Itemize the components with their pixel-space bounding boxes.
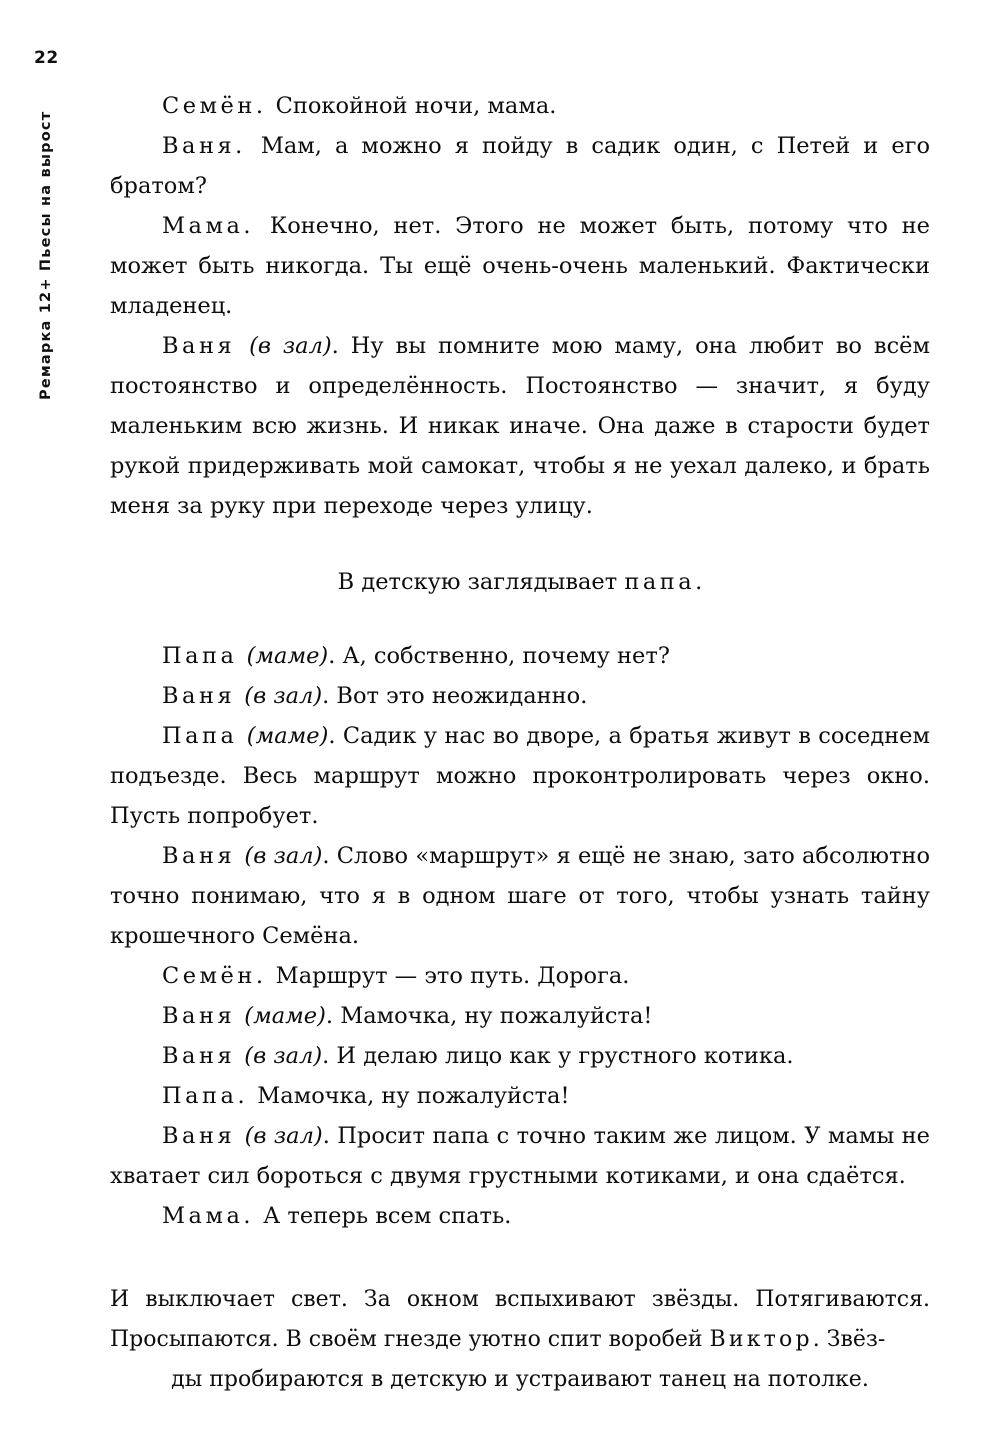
dialogue-line [110, 956, 930, 996]
stage-character-name: папа [624, 569, 696, 595]
dialogue-line [110, 676, 930, 716]
stage-direction-inline: (в зал) [244, 683, 323, 709]
speaker-name: Папа [162, 723, 238, 749]
speaker-name: Мама. [162, 213, 255, 239]
speaker-name: Ваня [162, 333, 236, 359]
line-text: . А, собственно, почему нет? [328, 643, 670, 669]
dialogue-line [110, 86, 930, 126]
dialogue-line [110, 996, 930, 1036]
line-text: Мамочка, ну пожалуйста! [250, 1083, 570, 1109]
line-text: . Ну вы помните мою маму, она любит во всём постоянство и определённость. Постоянство — значит, я буду маленьким всю жизнь. И никак иначе. Она даже в старости будет рукой придерживать мой самокат, чтобы я не уехал далеко, и брать меня за руку при переходе через улицу. [110, 333, 930, 519]
stage-text-before: В детскую заглядывает [337, 569, 625, 595]
closing-stage-direction [110, 1280, 930, 1400]
closing-text-before: И выключает свет. За окном вспыхивают звёзды. Потягиваются. Просыпаются. В своём гнезде уютно спит воробей [110, 1287, 930, 1352]
dialogue-line [110, 836, 930, 956]
stage-direction-inline: (маме) [246, 643, 329, 669]
dialogue-line [110, 126, 930, 206]
dialogue-line [110, 326, 930, 526]
line-text: . Вот это неожиданно. [322, 683, 588, 709]
dialogue-line [110, 1076, 930, 1116]
speaker-name: Папа [162, 643, 238, 669]
stage-direction-inline: (маме) [244, 1003, 326, 1029]
line-text: А теперь всем спать. [256, 1203, 512, 1229]
speaker-name: Ваня [162, 1003, 236, 1029]
running-head [22, 100, 52, 420]
speaker-name: Семён. [162, 93, 267, 119]
closing-paragraph-last: ды пробираются в детскую и устраивают танец на потолке. [171, 1367, 869, 1392]
speaker-name: Ваня [162, 683, 236, 709]
line-text: . Просит папа с точно таким же лицом. У мамы не хватает сил бороться с двумя грустными котиками, и она сдаётся. [110, 1123, 930, 1189]
stage-direction-inline: (в зал) [249, 333, 332, 359]
line-text: Конечно, нет. Этого не может быть, потому что не может быть никогда. Ты ещё очень-очень маленький. Фактически младенец. [110, 213, 930, 319]
stage-direction-inline: (в зал) [244, 1043, 323, 1069]
speaker-name: Ваня. [162, 133, 246, 159]
line-text: . И делаю лицо как у грустного котика. [322, 1043, 794, 1069]
line-text: . Садик у нас во дворе, а братья живут в соседнем подъезде. Весь маршрут можно проконтролировать через окно. Пусть попробует. [110, 723, 930, 829]
speaker-name: Мама. [162, 1203, 255, 1229]
speaker-name: Папа. [162, 1083, 249, 1109]
stage-text-after: . [695, 569, 703, 595]
stage-direction-inline: (в зал) [244, 843, 323, 869]
dialogue-line [110, 636, 930, 676]
closing-character-name: Виктор [709, 1327, 813, 1352]
dialogue-line [110, 1116, 930, 1196]
page-number: 22 [34, 48, 59, 68]
speaker-name: Ваня [162, 1043, 236, 1069]
dialogue-line [110, 716, 930, 836]
speaker-name: Семён. [162, 963, 267, 989]
line-text: Мам, а можно я пойду в садик один, с Петей и его братом? [110, 133, 930, 199]
line-text: . Слово «маршрут» я ещё не знаю, зато абсолютно точно понимаю, что я в одном шаге от того, чтобы узнать тайну крошечного Семёна. [110, 843, 930, 949]
closing-text-tail: . Звёз- [812, 1327, 886, 1352]
line-text: Спокойной ночи, мама. [268, 93, 557, 119]
speaker-name: Ваня [162, 843, 236, 869]
running-head-text: Ремарка 12+ Пьесы на вырост [38, 110, 54, 400]
stage-direction-inline: (маме) [246, 723, 329, 749]
text-column [110, 86, 930, 1400]
dialogue-line [110, 206, 930, 326]
stage-direction-inline: (в зал) [244, 1123, 323, 1149]
stage-direction-centered [110, 562, 930, 602]
line-text: Маршрут — это путь. Дорога. [268, 963, 630, 989]
speaker-name: Ваня [162, 1123, 236, 1149]
line-text: . Мамочка, ну пожалуйста! [325, 1003, 653, 1029]
closing-paragraph [110, 1280, 930, 1360]
dialogue-line [110, 1036, 930, 1076]
dialogue-line [110, 1196, 930, 1236]
